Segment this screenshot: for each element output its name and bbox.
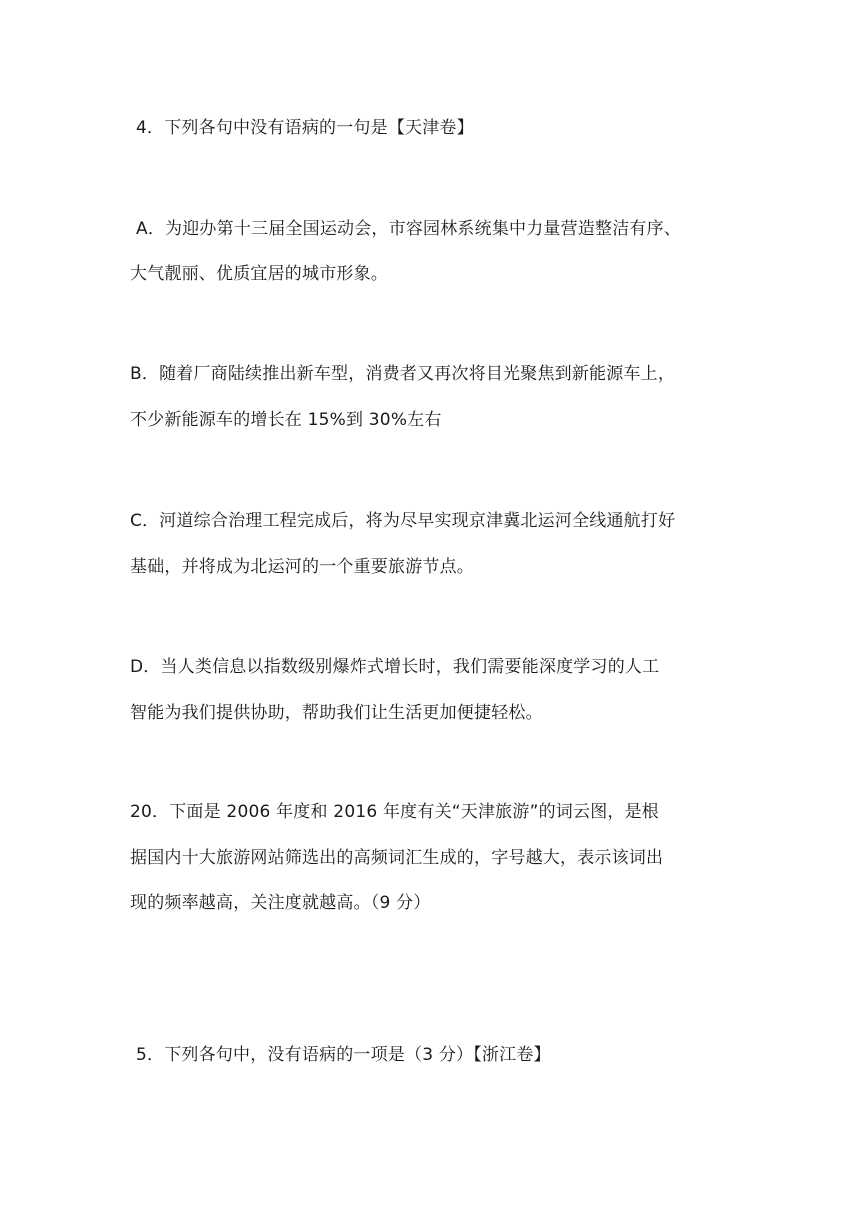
question-5-title: 5．下列各句中，没有语病的一项是（3 分）【浙江卷】 [136, 1045, 551, 1065]
question-4-option-c-line-1: C．河道综合治理工程完成后，将为尽早实现京津冀北运河全线通航打好 [130, 511, 676, 531]
question-20-line-2: 据国内十大旅游网站筛选出的高频词汇生成的，字号越大，表示该词出 [130, 848, 664, 868]
question-4-option-a-line-1: A．为迎办第十三届全国运动会，市容园林系统集中力量营造整洁有序、 [136, 219, 682, 239]
question-4-option-a-line-2: 大气靓丽、优质宜居的城市形象。 [130, 264, 388, 284]
question-4-option-b-line-2: 不少新能源车的增长在 15%到 30%左右 [130, 410, 442, 430]
question-4-option-d-line-1: D．当人类信息以指数级别爆炸式增长时，我们需要能深度学习的人工 [130, 657, 660, 677]
question-4-option-c-line-2: 基础，并将成为北运河的一个重要旅游节点。 [130, 557, 474, 577]
question-20-line-3: 现的频率越高，关注度就越高。（9 分） [130, 893, 431, 913]
question-4-option-b-line-1: B．随着厂商陆续推出新车型，消费者又再次将目光聚焦到新能源车上， [130, 364, 676, 384]
question-4-title: 4．下列各句中没有语病的一句是【天津卷】 [136, 118, 474, 138]
question-4-option-d-line-2: 智能为我们提供协助，帮助我们让生活更加便捷轻松。 [130, 703, 543, 723]
question-20-line-1: 20．下面是 2006 年度和 2016 年度有关“天津旅游”的词云图，是根 [130, 802, 659, 822]
